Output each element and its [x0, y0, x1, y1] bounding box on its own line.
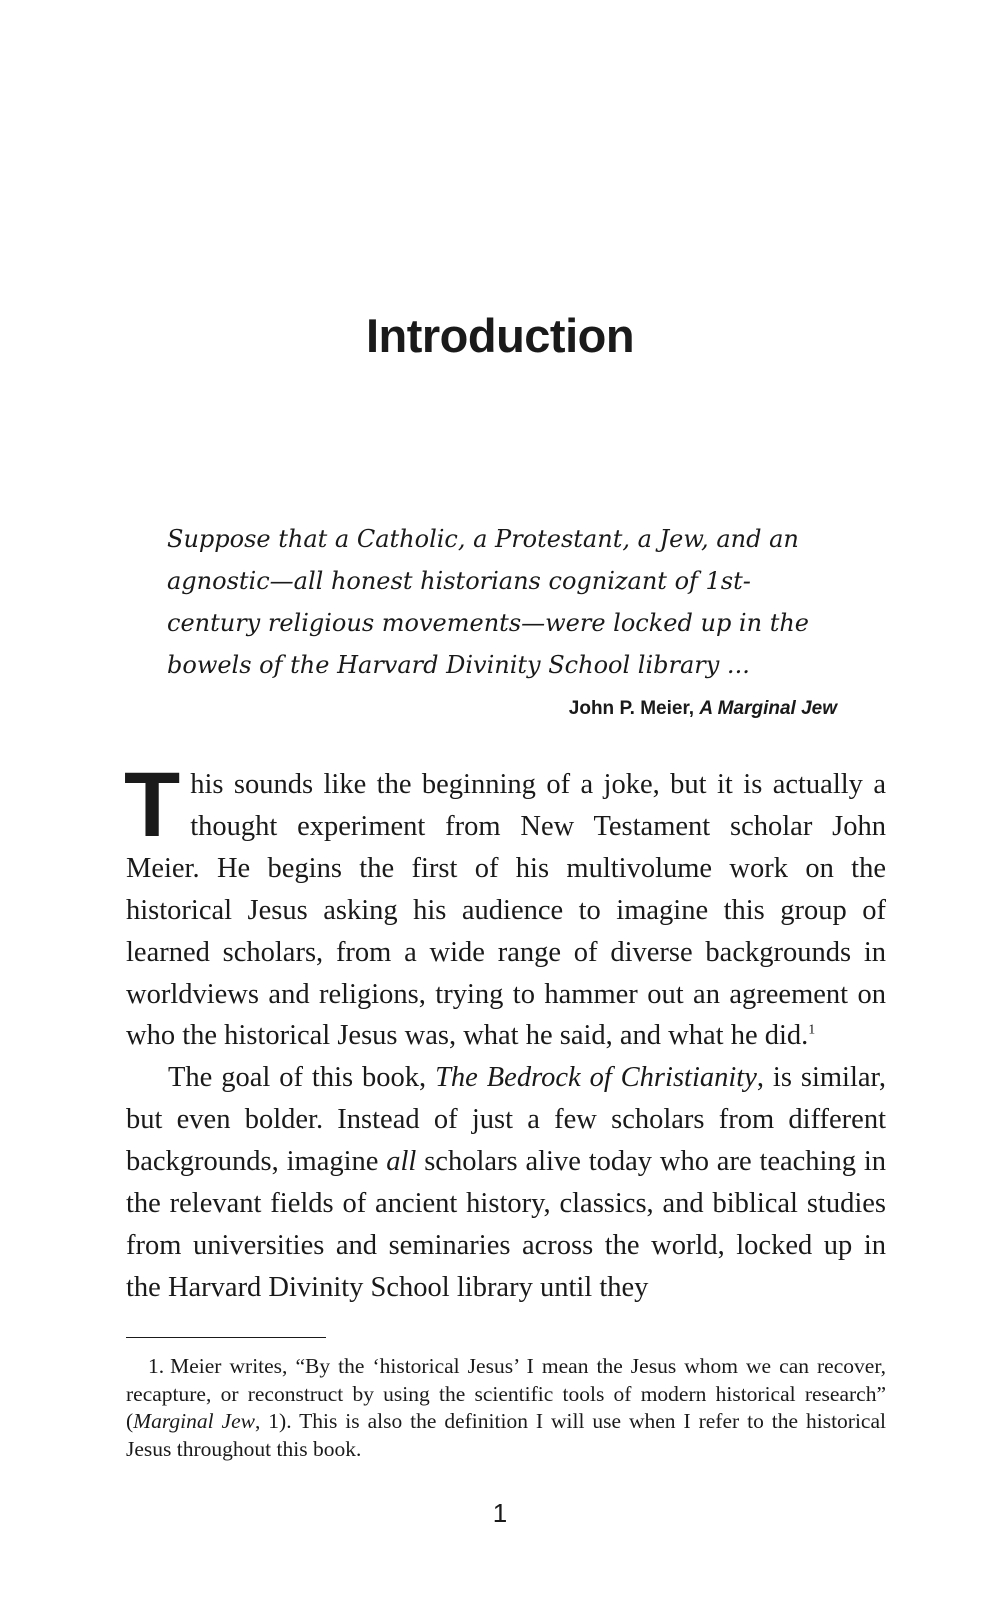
epigraph-author: John P. Meier,	[568, 698, 700, 719]
footnote-text-a: Meier writes, “By the ‘historical Jesus’ I mean the Jesus whom we can recover, recapture, or reconstruct by using the scientific tools of modern historical research” (	[126, 1354, 886, 1433]
paragraph-2-text-a: The goal of this book,	[168, 1062, 436, 1094]
paragraph-1-text: his sounds like the beginning of a joke, but it is actually a thought experiment from New Testament scholar John Meier. He begins the first of his multivolume work on the historical Jesus asking his audience to imagine this group of learned scholars, from a wide range of diverse backgrounds in worldviews and religions, trying to hammer out an agreement on who the historical Jesus was, what he said, and what he did.	[126, 769, 886, 1052]
epigraph-work-title: A Marginal Jew	[699, 698, 837, 719]
footnote-text-b: , 1). This is also the definition I will use when I refer to the historical Jesus throughout this book.	[126, 1409, 886, 1461]
paragraph-2	[126, 1057, 886, 1308]
footnote-source-title: Marginal Jew	[133, 1409, 255, 1433]
paragraph-2-text-b: , is similar, but even bolder. Instead of just a few scholars from different backgrounds, imagine	[126, 1062, 886, 1178]
footnote-divider	[126, 1337, 326, 1338]
footnote-reference[interactable]: 1	[808, 1022, 816, 1038]
drop-cap: T	[124, 754, 181, 856]
paragraph-1	[124, 754, 886, 1057]
body-text	[124, 754, 886, 1309]
epigraph-attribution	[400, 698, 837, 720]
paragraph-2-text-c: scholars alive today who are teaching in the relevant fields of ancient history, classics, and biblical studies from universities and seminaries across the world, locked up in the Harvard Divinity School library until they	[126, 1146, 886, 1303]
footnote-number: 1.	[148, 1354, 165, 1378]
epigraph-quote: Suppose that a Catholic, a Protestant, a Jew, and an agnostic—all honest historians cognizant of 1st-century religious movements—were locked up in the bowels of the Harvard Divinity School library ...	[167, 525, 809, 679]
page-number: 1	[492, 1498, 508, 1528]
footnote	[126, 1353, 886, 1463]
book-title: The Bedrock of Christianity	[435, 1062, 757, 1094]
emphasis-all: all	[386, 1146, 417, 1178]
page-title: Introduction	[365, 309, 635, 362]
